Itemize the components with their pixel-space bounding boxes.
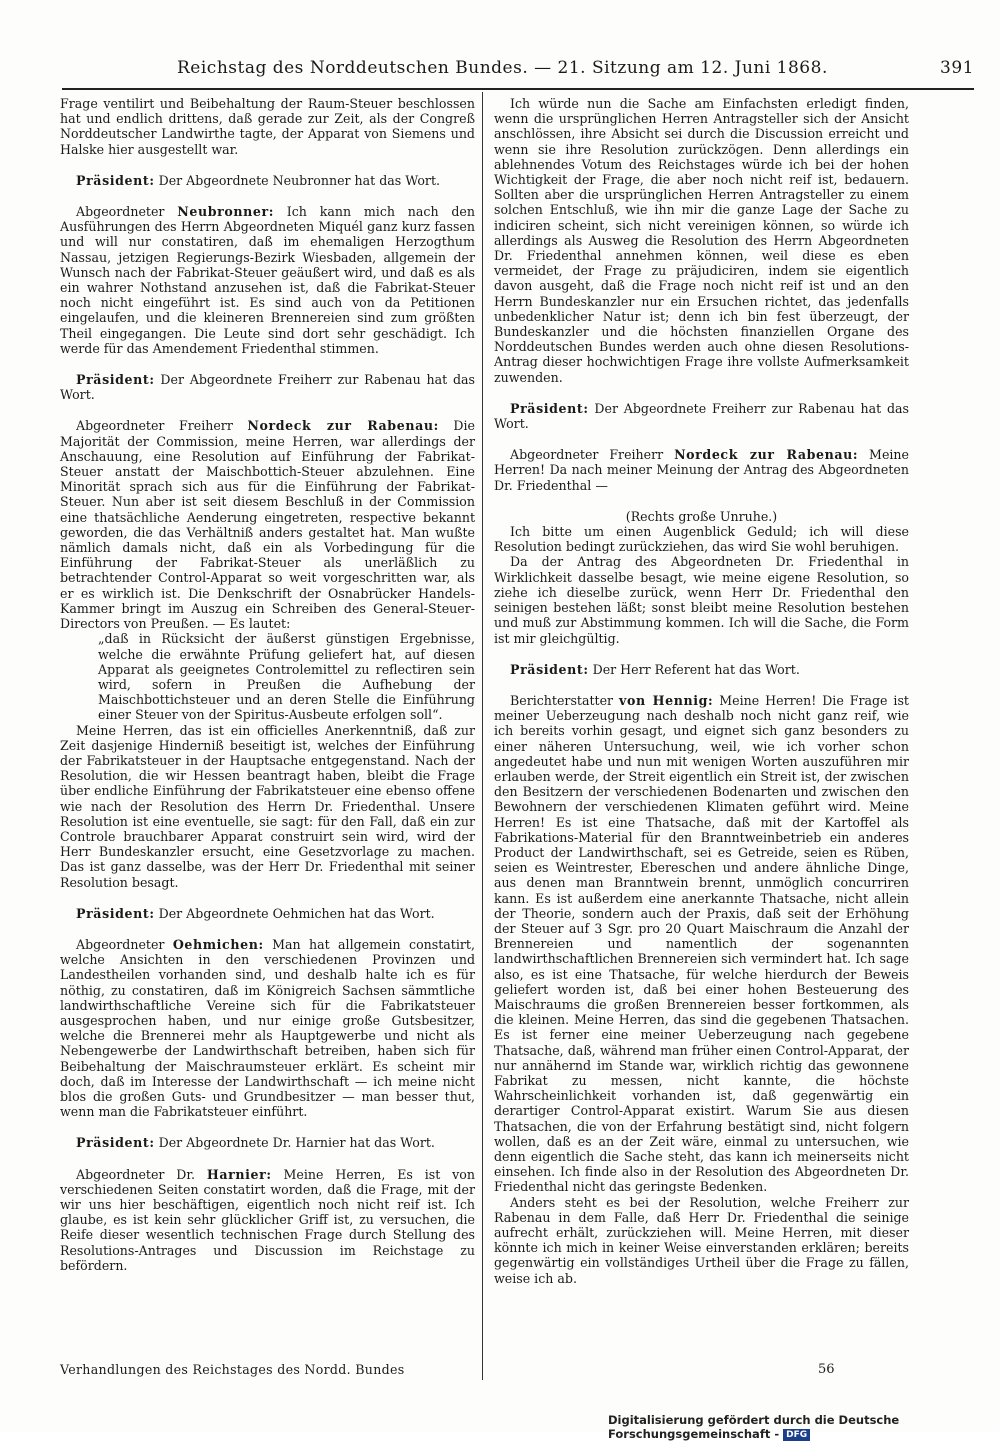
speech-text: Meine Herren! Da nach meiner Meinung der Antrag des Abgeordneten Dr. Friedenthal — (494, 447, 909, 493)
speaker-role: Abgeordneter Freiherr (510, 447, 664, 463)
quotation: „daß in Rücksicht der äußerst günstigen Ergebnisse, welche die erwähnte Prüfung geliefert hat, auf diesen Apparat als geeignetes Controlemittel zu reflectiren sein wird, sofern in Preußen die Aufhebung der Maischbottichsteuer und an deren Stelle die Einführung einer Steuer von der Spiritus-Ausbeute erfolgen soll“. (98, 631, 475, 723)
speech-paragraph (60, 1167, 475, 1273)
dfg-logo: DFG (783, 1429, 810, 1441)
speaker-name: Präsident: (76, 172, 155, 188)
speaker-name: Neubronner: (177, 204, 274, 220)
page-title: Reichstag des Norddeutschen Bundes. — 21. Sitzung am 12. Juni 1868. (177, 58, 828, 78)
speaker-role: Abgeordneter (76, 936, 165, 952)
header-rule (62, 88, 974, 90)
paragraph: Ich würde nun die Sache am Einfachsten erledigt finden, wenn die ursprünglichen Herren Antragsteller sich der Ansicht anschlössen, ihre Absicht sei durch die Discussion erreicht und wenn sie ihre Resolution zurückzögen. Denn allerdings ein ablehnendes Votum des Reichstages würde ich bei der hohen Wichtigkeit der Frage, die aber noch nicht reif ist, bedauern. Sollten aber die ursprünglichen Herren Antragsteller zu einem solchen Entschluß, wie ihn mir die ganze Lage der Sache zu indiciren scheint, sich nicht vereinigen können, so würde ich allerdings als Ausweg die Resolution des Herrn Abgeordneten Dr. Friedenthal annehmen können, weil diese es eben vermeidet, der Frage zu präjudiciren, indem sie eigentlich davon ausgeht, daß die Frage noch nicht reif ist und an den Herrn Bundeskanzler nur ein Ersuchen richtet, das jedenfalls unbedenklicher Natur ist; denn ich bin fest überzeugt, der Bundeskanzler und die höchsten finanziellen Organe des Norddeutschen Bundes werden auch ohne diesen Resolutions-Antrag dieser hochwichtigen Frage ihre vollste Aufmerksamkeit zuwenden. (494, 96, 909, 385)
speaker-announcement (494, 401, 909, 431)
left-column (60, 96, 475, 1273)
speech-paragraph (60, 204, 475, 356)
column-separator (482, 92, 483, 1380)
speech-text: Ich kann mich nach den Ausführungen des Herrn Abgeordneten Miquél ganz kurz fassen und will nur constatiren, daß im ehemaligen Herzogthum Nassau, jetzigen Regierungs-Bezirk Wiesbaden, allgemein der Wunsch nach der Fabrikat-Steuer geäußert wird, und daß es als ein wahrer Nothstand anzusehen ist, daß die Fabrikat-Steuer noch nicht eingeführt ist. Es sind auch von da Petitionen eingelaufen, und die kleineren Brennereien sind zum größten Theil eingegangen. Die Leute sind dort sehr geschädigt. Ich werde für das Amendement Friedenthal stimmen. (60, 204, 475, 356)
speaker-role: Abgeordneter (76, 204, 165, 220)
speaker-name: Nordeck zur Rabenau: (674, 447, 859, 463)
speaker-name: Nordeck zur Rabenau: (247, 418, 439, 434)
page-number: 391 (940, 58, 974, 78)
page-header (62, 56, 974, 84)
speech-text: Meine Herren! Die Frage ist meiner Ueberzeugung nach deshalb noch nicht ganz reif, wie ich bereits vorhin gesagt, und eignet sich ganz besonders zu einer näheren Untersuchung, weil, wie ich vorher schon angedeutet habe und nun mit wenigen Worten auszuführen mir erlauben werde, der Streit eigentlich ein Streit ist, der zwischen den Besitzern der verschiedenen Bodenarten und zwischen den Bewohnern der verschiedenen Klimaten geführt wird. Meine Herren! Es ist eine Thatsache, daß mit der Kartoffel als Fabrikations-Material für den Branntweinbetrieb ein anderes Product der Landwirthschaft, sei es Getreide, seien es Rüben, seien es Weintrester, Ebereschen und andere ähnliche Dinge, aus denen man Branntwein brennt, unmöglich concurriren kann. Es ist außerdem eine anerkannte Thatsache, nicht allein der Theorie, sondern auch der Praxis, daß seit der Erhöhung der Steuer auf 3 Sgr. pro 20 Quart Maischraum die Anzahl der Brennereien und namentlich der sogenannten landwirthschaftlichen Brennereien sich vermindert hat. Ich sage also, es ist eine Thatsache, für welche hierdurch der Beweis geliefert worden ist, daß bei einer hohen Besteuerung des Maischraums die großen Brennereien besser fortkommen, als die kleinen. Meine Herren, das sind die gegebenen Thatsachen. Es ist ferner eine meiner Ueberzeugung nach gegebene Thatsache, daß, während man früher einen Control-Apparat, der nur annähernd im Stande war, wirklich richtig das gewonnene Fabrikat zu messen, nicht kannte, die höchste Wahrscheinlichkeit vorhanden ist, daß gegenwärtig ein derartiger Control-Apparat existirt. Warum Sie aus diesen Thatsachen, die von der Erfahrung bestätigt sind, nicht folgern wollen, daß es an der Zeit wäre, einmal zu untersuchen, wie denn eigentlich die Sache steht, das kann ich meinerseits nicht einsehen. Ich finde also in der Resolution des Abgeordneten Dr. Friedenthal nicht das geringste Bedenken. (494, 692, 909, 1195)
speech-text: Der Herr Referent hat das Wort. (592, 661, 800, 677)
speaker-role: Abgeordneter Freiherr (76, 418, 233, 434)
speaker-name: Präsident: (510, 400, 589, 416)
paragraph: Anders steht es bei der Resolution, welche Freiherr zur Rabenau in dem Falle, daß Herr Dr. Friedenthal die seinige aufrecht erhält, zurückziehen will. Meine Herren, mit dieser könnte ich mich in keiner Weise einverstanden erklären; bereits gegenwärtig ein vollständiges Urtheil über die Frage zu fällen, weise ich ab. (494, 1194, 909, 1286)
speaker-announcement (60, 173, 475, 188)
speaker-announcement (60, 1135, 475, 1150)
speaker-name: von Hennig: (619, 692, 714, 708)
speech-paragraph (494, 693, 909, 1195)
speech-text: Die Majorität der Commission, meine Herren, war allerdings der Anschauung, eine Resolution auf Einführung der Fabrikat-Steuer anstatt der Maischbottich-Steuer abzulehnen. Eine Minorität sprach sich aus für die Einführung der Fabrikat-Steuer. Nun aber ist seit diesem Beschluß in der Commission eine thatsächliche Aenderung eingetreten, respective bekannt geworden, die das Verhältniß anders gestaltet hat. Man wußte nämlich damals nicht, daß ein als Vorbedingung für die Einführung der Fabrikat-Steuer als unerläßlich zu betrachtender Control-Apparat so weit vorgeschritten war, als er es wirklich ist. Die Denkschrift der Osnabrücker Handels-Kammer bringt im Auszug ein Schreiben des General-Steuer-Directors von Preußen. — Es lautet: (60, 418, 475, 632)
speech-paragraph (60, 418, 475, 631)
speech-text: Der Abgeordnete Freiherr zur Rabenau hat das Wort. (494, 400, 909, 432)
speech-text: Der Abgeordnete Oehmichen hat das Wort. (158, 905, 435, 921)
speaker-name: Präsident: (76, 1135, 155, 1151)
speech-text: Der Abgeordnete Dr. Harnier hat das Wort. (158, 1135, 435, 1151)
speech-text: Der Abgeordnete Neubronner hat das Wort. (158, 172, 441, 188)
speaker-role: Abgeordneter Dr. (76, 1166, 196, 1182)
speaker-name: Harnier: (206, 1166, 272, 1182)
speaker-name: Oehmichen: (172, 936, 264, 952)
continued-paragraph: Frage ventilirt und Beibehaltung der Raum-Steuer beschlossen hat und endlich drittens, daß gerade zur Zeit, als der Congreß Norddeutscher Landwirthe tagte, der Apparat von Siemens und Halske hier ausgestellt war. (60, 96, 475, 157)
speech-paragraph (60, 937, 475, 1119)
speech-text: Man hat allgemein constatirt, welche Ansichten in den verschiedenen Provinzen und Landestheilen vorhanden sind, und deshalb halte ich es für nöthig, zu constatiren, daß im Königreich Sachsen sämmtliche landwirthschaftliche Vereine sich für die Fabrikatsteuer ausgesprochen haben, und nur einige große Gutsbesitzer, welche die Brennerei mehr als Hauptgewerbe und nicht als Nebengewerbe der Landwirthschaft betreiben, haben sich für Beibehaltung der Maischraumsteuer erklärt. Es scheint mir doch, daß im Interesse der Landwirthschaft — ich meine nicht blos die großen Guts- und Grundbesitzer — man besser thut, wenn man die Fabrikatsteuer einführt. (60, 936, 475, 1120)
dfg-credit-text: Digitalisierung gefördert durch die Deutsche Forschungsgemeinschaft - (608, 1413, 900, 1441)
speaker-announcement (494, 662, 909, 677)
paragraph: Ich bitte um einen Augenblick Geduld; ich will diese Resolution bedingt zurückziehen, das wird Sie wohl beruhigen. (494, 524, 909, 555)
speaker-name: Präsident: (76, 905, 155, 921)
footer-source-line: Verhandlungen des Reichstages des Nordd. Bundes (60, 1362, 405, 1377)
speech-paragraph (494, 447, 909, 493)
speaker-name: Präsident: (76, 372, 155, 388)
speech-text: Meine Herren, Es ist von verschiedenen Seiten constatirt worden, daß die Frage, mit der wir uns hier beschäftigen, eigentlich noch nicht reif ist. Ich glaube, es ist kein sehr glücklicher Griff ist, zu versuchen, die Reife dieser wesentlich technischen Frage durch Stellung des Resolutions-Antrages und Discussion im Reichstage zu befördern. (60, 1166, 475, 1273)
right-column (494, 96, 909, 1286)
speaker-name: Präsident: (510, 661, 589, 677)
stage-direction: (Rechts große Unruhe.) (625, 508, 778, 524)
speaker-announcement (60, 906, 475, 921)
speaker-announcement (60, 372, 475, 402)
paragraph: Meine Herren, das ist ein officielles Anerkenntniß, daß zur Zeit dasjenige Hinderniß beseitigt ist, welches der Einführung der Fabrikatsteuer in der Hauptsache entgegenstand. Nach der Resolution, die wir Hessen beantragt haben, bleibt die Frage über endliche Einführung der Fabrikatsteuer eine ebenso offene wie nach der Resolution des Herrn Dr. Friedenthal. Unsere Resolution ist eine eventuelle, sie sagt: für den Fall, daß ein zur Controle brauchbarer Apparat construirt sein wird, wird der Herr Bundeskanzler ersucht, eine Gesetzvorlage zu machen. Das ist ganz dasselbe, was der Herr Dr. Friedenthal mit seiner Resolution besagt. (60, 722, 475, 890)
paragraph: Da der Antrag des Abgeordneten Dr. Friedenthal in Wirklichkeit dasselbe besagt, wie meine eigene Resolution, so ziehe ich dieselbe zurück, wenn Herr Dr. Friedenthal den seinigen bestehen läßt; sonst bleibt meine Resolution bestehen und muß zur Abstimmung kommen. Ich will die Sache, die Form ist mir gleichgültig. (494, 554, 909, 646)
speech-text: Der Abgeordnete Freiherr zur Rabenau hat das Wort. (60, 372, 475, 403)
speaker-role: Berichterstatter (510, 692, 614, 708)
signature-mark: 56 (818, 1362, 835, 1377)
dfg-credit (608, 1413, 1000, 1441)
